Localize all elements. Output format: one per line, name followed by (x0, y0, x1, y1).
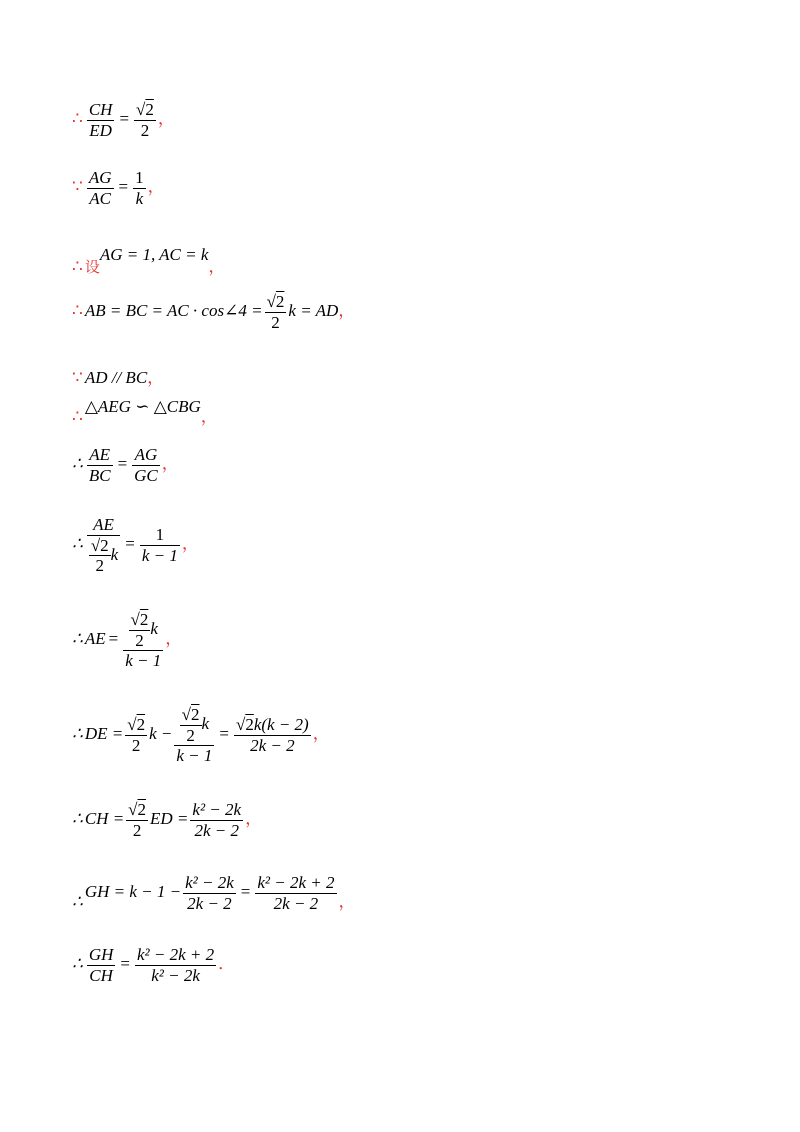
comma: ， (208, 257, 226, 276)
step-12: ∴GH = k − 1 − $\frac{\text{k² − 2k}}{2k - 2}$ = $\frac{\text{k² − 2k + 2}}{2k - 2}$ ， (72, 873, 356, 913)
fraction-ae-over-sqrt2k: AE $\frac{√2}{2}$ k (87, 515, 120, 576)
fraction-de-result: $\frac{√2k(k - 2)}{2k - 2}$ (235, 715, 309, 755)
ch-label: CH = (84, 808, 125, 828)
therefore-symbol: ∴ (72, 257, 83, 276)
therefore-symbol: ∴ (72, 534, 83, 554)
step-10: ∴ DE = $\frac{√2}{2}$ k − $\frac{√2}{2}$ k k − 1 = $\frac{√2k(k - 2)}{2k - 2}$ ， (72, 705, 330, 766)
step-2: ∵ $\frac{AG}{AC}$ = $\frac{1}{k}$ ， (72, 168, 165, 208)
comma: ， (147, 176, 165, 196)
comma: ， (200, 407, 218, 426)
fraction-ae-bc: $\frac{AE}{BC}$ (88, 445, 111, 485)
step-6 (72, 392, 218, 426)
step-7: ∴ $\frac{AE}{BC}$ = $\frac{AG}{GC}$ ， (72, 445, 179, 485)
similar-triangles: △AEG ∽ △CBG (84, 397, 201, 416)
therefore-symbol: ∴ (72, 300, 83, 320)
fraction-k2m2k: $\frac{\text{k² − 2k}}{2k - 2}$ (185, 873, 234, 913)
therefore-symbol: ∴ (72, 453, 83, 473)
fraction-ch-result: $\frac{\text{k² − 2k}}{2k - 2}$ (192, 800, 242, 840)
therefore-symbol: ∴ (72, 953, 83, 973)
fraction-gh-ch: $\frac{GH}{CH}$ (88, 945, 114, 985)
therefore-symbol: ∴ (72, 108, 83, 128)
because-symbol: ∵ (72, 176, 83, 196)
k-minus: k − (149, 724, 173, 744)
because-symbol: ∵ (72, 368, 83, 387)
comma: ， (312, 724, 330, 744)
fraction-gh-result: $\frac{\text{k² − 2k + 2}}{2k - 2}$ (257, 873, 335, 913)
fraction-ag-gc: $\frac{AG}{GC}$ (134, 445, 158, 485)
comma: ， (165, 629, 183, 649)
k-equals-ad: k = AD (288, 300, 339, 320)
gh-label: GH = k − 1 − (84, 881, 182, 901)
comma: ， (338, 891, 356, 911)
comma: ， (338, 300, 356, 320)
fraction-sqrt2-2: $\frac{√2}{2}$ (266, 292, 285, 332)
fraction-sqrt2-2: $\frac{√2}{2}$ (136, 100, 154, 140)
fraction-1-k: $\frac{1}{k}$ (135, 168, 144, 208)
fraction-1-km1: $\frac{1}{k - 1}$ (141, 525, 178, 565)
fraction-final: $\frac{\text{k² − 2k + 2}}{\text{k² − 2k}}$ (136, 945, 215, 985)
therefore-symbol: ∴ (72, 891, 83, 911)
fraction-ag-ac: $\frac{AG}{AC}$ (88, 168, 112, 208)
let-word: 设 (84, 260, 100, 276)
ab-bc-expression: AB = BC = AC · cos∠4 = (84, 300, 263, 320)
therefore-symbol: ∴ (72, 629, 83, 649)
comma: ， (245, 808, 263, 828)
comma: ， (157, 108, 175, 128)
ae-label: AE (84, 629, 106, 649)
step-11 (72, 800, 262, 840)
therefore-symbol: ∴ (72, 407, 83, 426)
ed-label: ED = (150, 808, 189, 828)
step-3 (72, 240, 226, 276)
step-9: ∴ AE = $\frac{√2}{2}$ k k − 1 ， (72, 610, 183, 671)
assignment-ag-ac: AG = 1, AC = k (99, 245, 209, 264)
period: ． (218, 953, 236, 973)
fraction-sqrt2-2: $\frac{√2}{2}$ (128, 800, 147, 840)
parallel-ad-bc: AD // BC (84, 368, 148, 387)
fraction-sqrt2-2: $\frac{√2}{2}$ (127, 715, 146, 755)
de-label: DE = (84, 724, 124, 744)
comma: ， (181, 534, 199, 554)
step-8: ∴ AE $\frac{√2}{2}$ k = $\frac{1}{k - 1}$ ， (72, 515, 199, 576)
fraction-ch-ed: $\frac{CH}{ED}$ (88, 100, 113, 140)
fraction-sqrt2k-km1: $\frac{√2}{2}$ k k − 1 (176, 705, 213, 766)
comma: ， (161, 453, 179, 473)
therefore-symbol: ∴ (72, 808, 83, 828)
therefore-symbol: ∴ (72, 724, 83, 744)
step-4 (72, 292, 355, 332)
step-1: ∴ $\frac{CH}{ED}$ = $\frac{√2}{2}$ ， (72, 100, 175, 140)
step-5 (72, 363, 164, 388)
step-13: ∴ $\frac{GH}{CH}$ = $\frac{\text{k² − 2k + 2}}{\text{k² − 2k}}$ ． (72, 945, 236, 985)
fraction-sqrt2k-km1: $\frac{√2}{2}$ k k − 1 (125, 610, 162, 671)
comma: ， (147, 368, 165, 387)
